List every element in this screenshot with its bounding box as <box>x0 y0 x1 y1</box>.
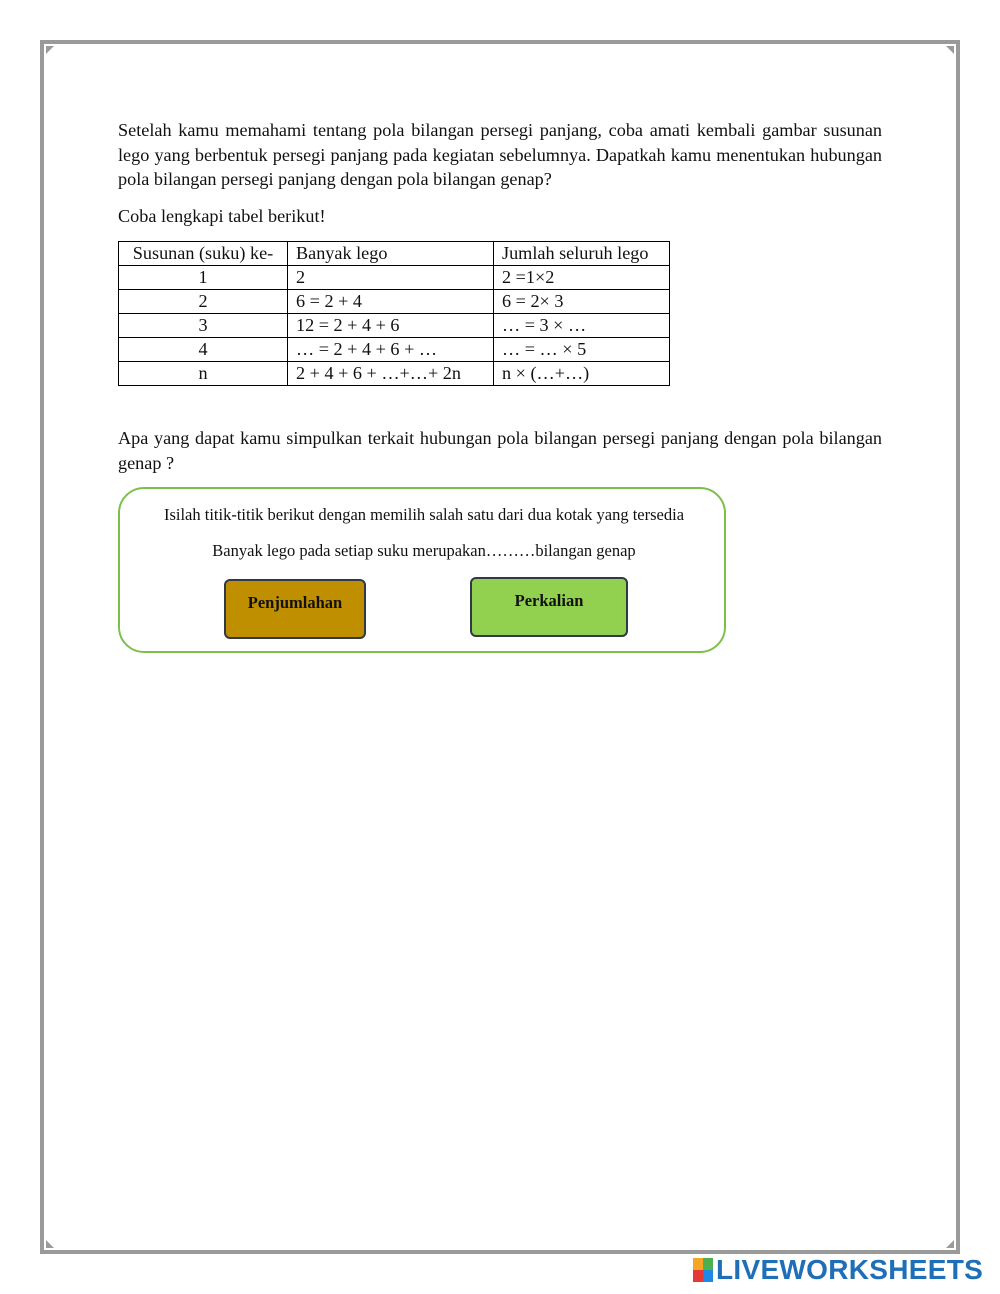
frame-corner-top-right <box>946 46 954 54</box>
table-cell-term: 1 <box>119 266 288 290</box>
table-cell-term: 2 <box>119 290 288 314</box>
table-cell-term: 4 <box>119 338 288 362</box>
liveworksheets-brand[interactable] <box>693 1256 983 1284</box>
table-cell-total: … = 3 × … <box>494 314 670 338</box>
answer-choice-box <box>118 487 726 653</box>
table-cell-term: n <box>119 362 288 386</box>
table-cell-lego-count: … = 2 + 4 + 6 + … <box>288 338 494 362</box>
fill-in-statement: Banyak lego pada setiap suku merupakan………bilangan genap <box>212 541 636 560</box>
table-header-cell: Banyak lego <box>288 242 494 266</box>
table-cell-lego-count: 12 = 2 + 4 + 6 <box>288 314 494 338</box>
page-frame-right <box>956 40 960 1254</box>
table-row <box>119 362 670 386</box>
table-cell-total: 6 = 2× 3 <box>494 290 670 314</box>
table-cell-total: … = … × 5 <box>494 338 670 362</box>
table-row <box>119 266 670 290</box>
page-frame-top <box>40 40 960 44</box>
liveworksheets-logo-icon <box>693 1258 713 1282</box>
table-cell-total: 2 =1×2 <box>494 266 670 290</box>
table-row <box>119 314 670 338</box>
table-cell-total: n × (…+…) <box>494 362 670 386</box>
table-row <box>119 338 670 362</box>
intro-paragraph: Setelah kamu memahami tentang pola bilangan persegi panjang, coba amati kembali gambar susunan lego yang berbentuk persegi panjang pada kegiatan sebelumnya. Dapatkah kamu menentukan hubungan pola bilangan persegi panjang dengan pola bilangan genap? <box>118 120 882 189</box>
frame-corner-top-left <box>46 46 54 54</box>
table-cell-lego-count: 2 + 4 + 6 + …+…+ 2n <box>288 362 494 386</box>
table-cell-lego-count: 6 = 2 + 4 <box>288 290 494 314</box>
table-header-cell: Jumlah seluruh lego <box>494 242 670 266</box>
table-header-cell: Susunan (suku) ke- <box>119 242 288 266</box>
frame-corner-bottom-right <box>946 1240 954 1248</box>
brand-name: LIVEWORKSHEETS <box>716 1254 984 1285</box>
answer-instruction: Isilah titik-titik berikut dengan memilih salah satu dari dua kotak yang tersedia <box>163 505 685 524</box>
page-frame-left <box>40 40 44 1254</box>
frame-corner-bottom-left <box>46 1240 54 1248</box>
conclusion-question: Apa yang dapat kamu simpulkan terkait hubungan pola bilangan persegi panjang dengan pola bilangan genap ? <box>118 428 882 473</box>
table-header-row <box>119 242 670 266</box>
table-row <box>119 290 670 314</box>
lego-table <box>118 241 670 386</box>
table-cell-term: 3 <box>119 314 288 338</box>
option-penjumlahan-button[interactable]: Penjumlahan <box>224 579 366 639</box>
table-cell-lego-count: 2 <box>288 266 494 290</box>
table-prompt: Coba lengkapi tabel berikut! <box>118 206 326 226</box>
option-perkalian-button[interactable]: Perkalian <box>470 577 628 637</box>
